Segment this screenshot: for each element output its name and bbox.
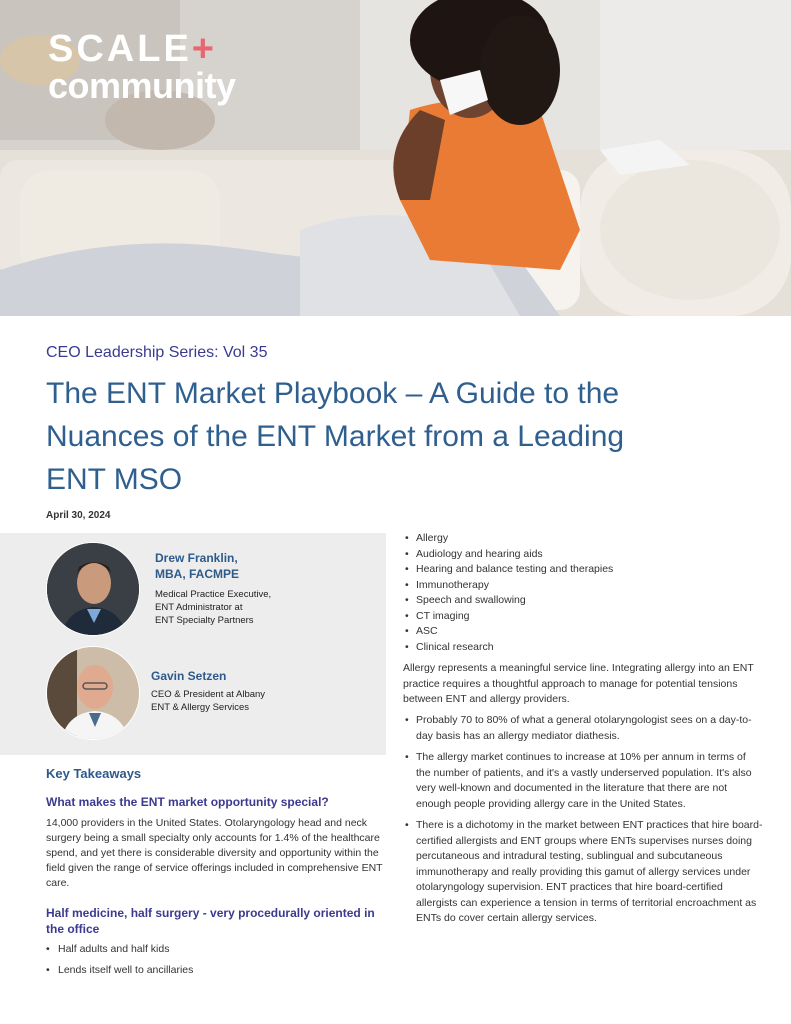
list-item: • Lends itself well to ancillaries bbox=[46, 963, 386, 977]
author-role: Medical Practice Executive, ENT Administrator at ENT Specialty Partners bbox=[155, 589, 272, 626]
section-heading: Half medicine, half surgery - very procedurally oriented in the office bbox=[46, 906, 375, 936]
authors-panel bbox=[0, 533, 386, 755]
list-item: • There is a dichotomy in the market between ENT practices that hire board-certified allergists and ENT groups where ENTs supervises nurses doing percutaneous and intradural testing, sublingual and subcutaneous immunotherapy and really providing this gamut of allergy services under otolaryngology supervision. ENT practices that hire board-certified allergists can experience a tension in terms of territorial encroachment as ENTs do cover certain allergy services. bbox=[403, 818, 763, 927]
logo-plus-icon: + bbox=[191, 28, 217, 70]
list-item: • Allergy bbox=[403, 531, 763, 547]
list-item: • Half adults and half kids bbox=[46, 942, 386, 956]
list-item: • Probably 70 to 80% of what a general otolaryngologist sees on a day-to-day basis has an allergy mediator diathesis. bbox=[403, 713, 763, 744]
list-item: • The allergy market continues to increase at 10% per annum in terms of the number of patients, and it's a vastly underserved population. It's also very well-known and documented in the literature that there are not enough people providing allergy care in the United States. bbox=[403, 750, 763, 812]
paragraph: 14,000 providers in the United States. Otolaryngology head and neck surgery being a small specialty only accounts for 1.4% of the healthcare spend, and yet there is considerable diversity and opportunity within the field given the range of service offerings included in comprehensive ENT care. bbox=[46, 817, 383, 889]
hero-photo bbox=[0, 0, 791, 316]
logo-community-text: community bbox=[48, 65, 236, 106]
publish-date: April 30, 2024 bbox=[46, 510, 111, 521]
list-item: • Hearing and balance testing and therapies bbox=[403, 562, 763, 578]
list-item: • CT imaging bbox=[403, 609, 763, 625]
logo-scale-text: SCALE bbox=[48, 28, 192, 70]
key-takeaways-heading: Key Takeaways bbox=[46, 766, 142, 781]
list-item: • Immunotherapy bbox=[403, 578, 763, 594]
bullet-list bbox=[403, 713, 763, 933]
list-item: • Audiology and hearing aids bbox=[403, 547, 763, 563]
list-item: • ASC bbox=[403, 624, 763, 640]
scale-community-logo bbox=[48, 30, 236, 104]
list-item: • Clinical research bbox=[403, 640, 763, 656]
paragraph: Allergy represents a meaningful service line. Integrating allergy into an ENT practice requires a thoughtful approach to manage for potential tensions between ENT and allergy providers. bbox=[403, 662, 754, 705]
section-heading: What makes the ENT market opportunity special? bbox=[46, 795, 329, 809]
author-role: CEO & President at Albany ENT & Allergy Services bbox=[151, 689, 266, 713]
author-name: Gavin Setzen bbox=[151, 669, 227, 683]
bullet-list bbox=[46, 942, 386, 984]
list-item: • Speech and swallowing bbox=[403, 593, 763, 609]
series-label: CEO Leadership Series: Vol 35 bbox=[46, 344, 268, 361]
services-list bbox=[403, 531, 763, 655]
avatar-drew-franklin bbox=[46, 542, 140, 636]
document-title: The ENT Market Playbook – A Guide to the Nuances of the ENT Market from a Leading ENT MSO bbox=[46, 377, 625, 496]
avatar-gavin-setzen bbox=[46, 646, 140, 740]
author-name: Drew Franklin, MBA, FACMPE bbox=[155, 551, 239, 581]
